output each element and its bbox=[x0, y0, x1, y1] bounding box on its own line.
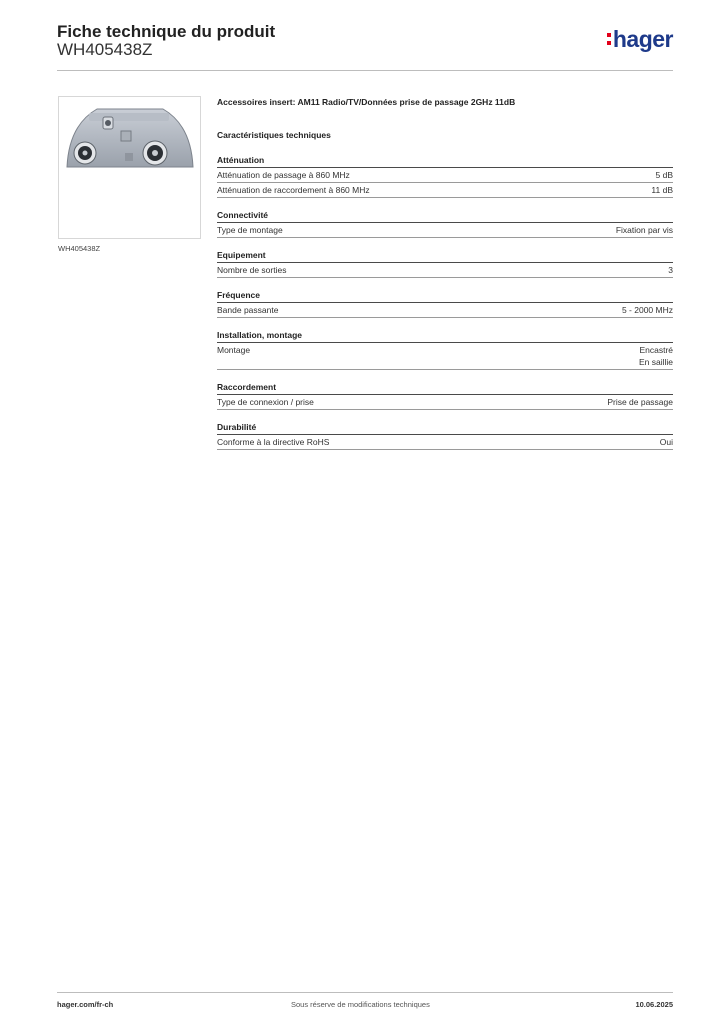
spec-value-group bbox=[616, 224, 673, 236]
product-code: WH405438Z bbox=[57, 40, 153, 59]
image-caption: WH405438Z bbox=[58, 244, 101, 253]
spec-section bbox=[217, 421, 673, 450]
spec-value-group bbox=[639, 344, 673, 368]
spec-value: 5 - 2000 MHz bbox=[621, 305, 673, 315]
page-header bbox=[57, 20, 673, 71]
spec-section bbox=[217, 289, 673, 318]
spec-row bbox=[217, 435, 673, 450]
logo-mark-icon bbox=[607, 31, 611, 47]
spec-section-title: Equipement bbox=[217, 249, 673, 263]
spec-row bbox=[217, 223, 673, 238]
spec-value-group bbox=[622, 304, 673, 316]
spec-label: Conforme à la directive RoHS bbox=[217, 437, 330, 447]
spec-row bbox=[217, 168, 673, 183]
spec-section bbox=[217, 381, 673, 410]
characteristics-heading: Caractéristiques techniques bbox=[217, 130, 331, 140]
product-description: Accessoires insert: AM11 Radio/TV/Données prise de passage 2GHz 11dB bbox=[217, 97, 516, 107]
spec-value: Prise de passage bbox=[607, 397, 673, 407]
spec-row bbox=[217, 263, 673, 278]
spec-value: Encastré bbox=[639, 345, 673, 355]
spec-value-group bbox=[660, 436, 673, 448]
spec-section-title: Raccordement bbox=[217, 381, 673, 395]
spec-section bbox=[217, 329, 673, 370]
spec-row bbox=[217, 395, 673, 410]
page-footer bbox=[57, 992, 673, 1017]
spec-row bbox=[217, 343, 673, 370]
spec-value: 11 dB bbox=[651, 185, 673, 195]
spec-value: 5 dB bbox=[655, 170, 673, 180]
spec-section-title: Fréquence bbox=[217, 289, 673, 303]
spec-label: Nombre de sorties bbox=[217, 265, 287, 275]
page-title: Fiche technique du produit bbox=[57, 22, 276, 41]
spec-section-title: Atténuation bbox=[217, 154, 673, 168]
spec-label: Bande passante bbox=[217, 305, 279, 315]
spec-section bbox=[217, 154, 673, 198]
spec-value-group bbox=[607, 396, 673, 408]
spec-section-title: Connectivité bbox=[217, 209, 673, 223]
spec-value-group bbox=[656, 169, 674, 181]
spec-value-group bbox=[668, 264, 673, 276]
logo-text: hager bbox=[612, 25, 673, 52]
spec-label: Montage bbox=[217, 345, 251, 355]
product-image bbox=[58, 96, 201, 239]
spec-value: 3 bbox=[668, 265, 673, 275]
spec-value: Fixation par vis bbox=[615, 225, 673, 235]
footer-website-link[interactable]: hager.com/fr-ch bbox=[57, 1000, 114, 1009]
spec-row bbox=[217, 303, 673, 318]
spec-label: Type de connexion / prise bbox=[217, 397, 314, 407]
spec-value-group bbox=[651, 184, 673, 196]
main-content bbox=[217, 96, 673, 461]
spec-value: Oui bbox=[659, 437, 673, 447]
hager-logo bbox=[607, 27, 673, 51]
characteristics-sections bbox=[217, 154, 673, 450]
spec-section-title: Durabilité bbox=[217, 421, 673, 435]
product-photo-illustration bbox=[59, 97, 200, 238]
spec-section bbox=[217, 249, 673, 278]
spec-value: En saillie bbox=[638, 357, 673, 367]
footer-notice: Sous réserve de modifications techniques bbox=[291, 1000, 430, 1009]
spec-label: Atténuation de raccordement à 860 MHz bbox=[217, 185, 370, 195]
footer-date: 10.06.2025 bbox=[635, 1000, 673, 1009]
spec-section-title: Installation, montage bbox=[217, 329, 673, 343]
spec-section bbox=[217, 209, 673, 238]
spec-label: Type de montage bbox=[217, 225, 283, 235]
spec-row bbox=[217, 183, 673, 198]
spec-label: Atténuation de passage à 860 MHz bbox=[217, 170, 350, 180]
